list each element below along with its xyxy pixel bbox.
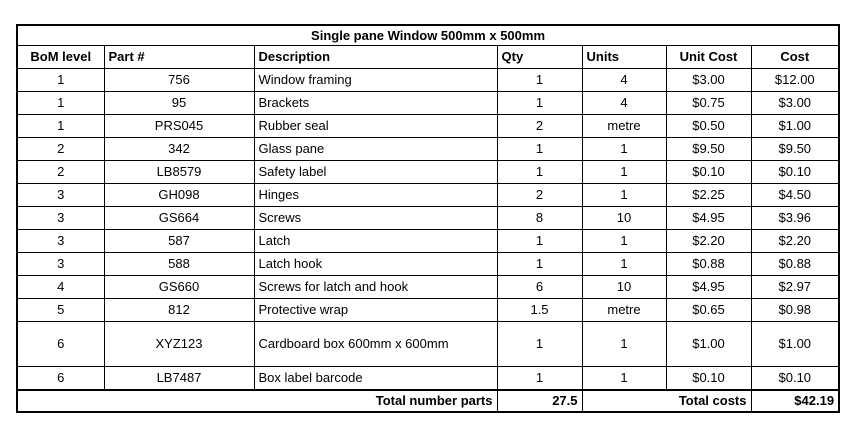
- cell-description: Hinges: [254, 184, 497, 207]
- cell-part: LB7487: [104, 367, 254, 391]
- cell-qty: 1: [497, 322, 582, 367]
- cell-units: 1: [582, 161, 666, 184]
- cell-part: GS660: [104, 276, 254, 299]
- cell-cost: $0.98: [751, 299, 839, 322]
- cell-units: metre: [582, 115, 666, 138]
- cell-description: Brackets: [254, 92, 497, 115]
- cell-unit-cost: $1.00: [666, 322, 751, 367]
- cell-units: 1: [582, 367, 666, 391]
- header-bom-level: BoM level: [17, 46, 104, 69]
- cell-bom-level: 3: [17, 184, 104, 207]
- cell-description: Cardboard box 600mm x 600mm: [254, 322, 497, 367]
- table-row: [17, 253, 839, 276]
- table-row: [17, 367, 839, 391]
- cell-units: metre: [582, 299, 666, 322]
- cell-description: Safety label: [254, 161, 497, 184]
- cell-qty: 2: [497, 115, 582, 138]
- cell-description: Glass pane: [254, 138, 497, 161]
- cell-qty: 2: [497, 184, 582, 207]
- cell-units: 10: [582, 207, 666, 230]
- table-row: [17, 115, 839, 138]
- cell-units: 4: [582, 69, 666, 92]
- cell-description: Protective wrap: [254, 299, 497, 322]
- header-unit-cost: Unit Cost: [666, 46, 751, 69]
- cell-part: PRS045: [104, 115, 254, 138]
- table-row: [17, 207, 839, 230]
- cell-part: 756: [104, 69, 254, 92]
- table-row: [17, 299, 839, 322]
- header-row: [17, 46, 839, 69]
- total-costs-value: $42.19: [751, 390, 839, 412]
- header-units: Units: [582, 46, 666, 69]
- table-row: [17, 69, 839, 92]
- table-row: [17, 230, 839, 253]
- cell-unit-cost: $0.10: [666, 367, 751, 391]
- header-part: Part #: [104, 46, 254, 69]
- cell-units: 1: [582, 322, 666, 367]
- cell-qty: 1: [497, 138, 582, 161]
- table-row: [17, 161, 839, 184]
- cell-description: Latch hook: [254, 253, 497, 276]
- cell-unit-cost: $3.00: [666, 69, 751, 92]
- cell-bom-level: 5: [17, 299, 104, 322]
- total-parts-label: Total number parts: [17, 390, 497, 412]
- cell-bom-level: 1: [17, 115, 104, 138]
- cell-description: Rubber seal: [254, 115, 497, 138]
- cell-description: Screws for latch and hook: [254, 276, 497, 299]
- cell-description: Box label barcode: [254, 367, 497, 391]
- table-title: Single pane Window 500mm x 500mm: [17, 25, 839, 46]
- table-row: [17, 322, 839, 367]
- cell-cost: $0.88: [751, 253, 839, 276]
- cell-cost: $1.00: [751, 322, 839, 367]
- cell-unit-cost: $4.95: [666, 207, 751, 230]
- total-parts-value: 27.5: [497, 390, 582, 412]
- cell-bom-level: 1: [17, 69, 104, 92]
- table-row: [17, 184, 839, 207]
- cell-cost: $1.00: [751, 115, 839, 138]
- cell-unit-cost: $0.75: [666, 92, 751, 115]
- cell-description: Screws: [254, 207, 497, 230]
- cell-part: 342: [104, 138, 254, 161]
- header-cost: Cost: [751, 46, 839, 69]
- cell-cost: $12.00: [751, 69, 839, 92]
- cell-bom-level: 6: [17, 367, 104, 391]
- cell-cost: $9.50: [751, 138, 839, 161]
- cell-bom-level: 2: [17, 138, 104, 161]
- cell-cost: $3.00: [751, 92, 839, 115]
- cell-cost: $0.10: [751, 161, 839, 184]
- cell-units: 1: [582, 138, 666, 161]
- cell-qty: 1: [497, 69, 582, 92]
- cell-part: XYZ123: [104, 322, 254, 367]
- header-qty: Qty: [497, 46, 582, 69]
- cell-qty: 1: [497, 161, 582, 184]
- cell-bom-level: 4: [17, 276, 104, 299]
- cell-cost: $2.97: [751, 276, 839, 299]
- cell-unit-cost: $0.50: [666, 115, 751, 138]
- bom-table: [16, 24, 840, 413]
- cell-qty: 8: [497, 207, 582, 230]
- cell-bom-level: 2: [17, 161, 104, 184]
- cell-unit-cost: $0.10: [666, 161, 751, 184]
- cell-cost: $0.10: [751, 367, 839, 391]
- cell-unit-cost: $2.20: [666, 230, 751, 253]
- cell-units: 1: [582, 253, 666, 276]
- cell-description: Window framing: [254, 69, 497, 92]
- cell-units: 4: [582, 92, 666, 115]
- cell-qty: 1: [497, 253, 582, 276]
- totals-row: [17, 390, 839, 412]
- cell-cost: $3.96: [751, 207, 839, 230]
- cell-units: 1: [582, 230, 666, 253]
- cell-bom-level: 1: [17, 92, 104, 115]
- table-row: [17, 138, 839, 161]
- cell-part: 812: [104, 299, 254, 322]
- cell-unit-cost: $2.25: [666, 184, 751, 207]
- cell-part: LB8579: [104, 161, 254, 184]
- cell-bom-level: 6: [17, 322, 104, 367]
- cell-cost: $4.50: [751, 184, 839, 207]
- cell-part: 588: [104, 253, 254, 276]
- cell-qty: 1: [497, 367, 582, 391]
- cell-unit-cost: $4.95: [666, 276, 751, 299]
- cell-bom-level: 3: [17, 253, 104, 276]
- cell-qty: 1.5: [497, 299, 582, 322]
- table-title-row: [17, 25, 839, 46]
- cell-qty: 6: [497, 276, 582, 299]
- cell-units: 10: [582, 276, 666, 299]
- cell-qty: 1: [497, 230, 582, 253]
- header-description: Description: [254, 46, 497, 69]
- cell-unit-cost: $0.65: [666, 299, 751, 322]
- cell-part: 587: [104, 230, 254, 253]
- cell-cost: $2.20: [751, 230, 839, 253]
- cell-units: 1: [582, 184, 666, 207]
- table-row: [17, 92, 839, 115]
- cell-part: GS664: [104, 207, 254, 230]
- total-costs-label: Total costs: [582, 390, 751, 412]
- cell-qty: 1: [497, 92, 582, 115]
- table-row: [17, 276, 839, 299]
- cell-part: GH098: [104, 184, 254, 207]
- cell-part: 95: [104, 92, 254, 115]
- cell-unit-cost: $9.50: [666, 138, 751, 161]
- cell-bom-level: 3: [17, 207, 104, 230]
- cell-bom-level: 3: [17, 230, 104, 253]
- cell-unit-cost: $0.88: [666, 253, 751, 276]
- cell-description: Latch: [254, 230, 497, 253]
